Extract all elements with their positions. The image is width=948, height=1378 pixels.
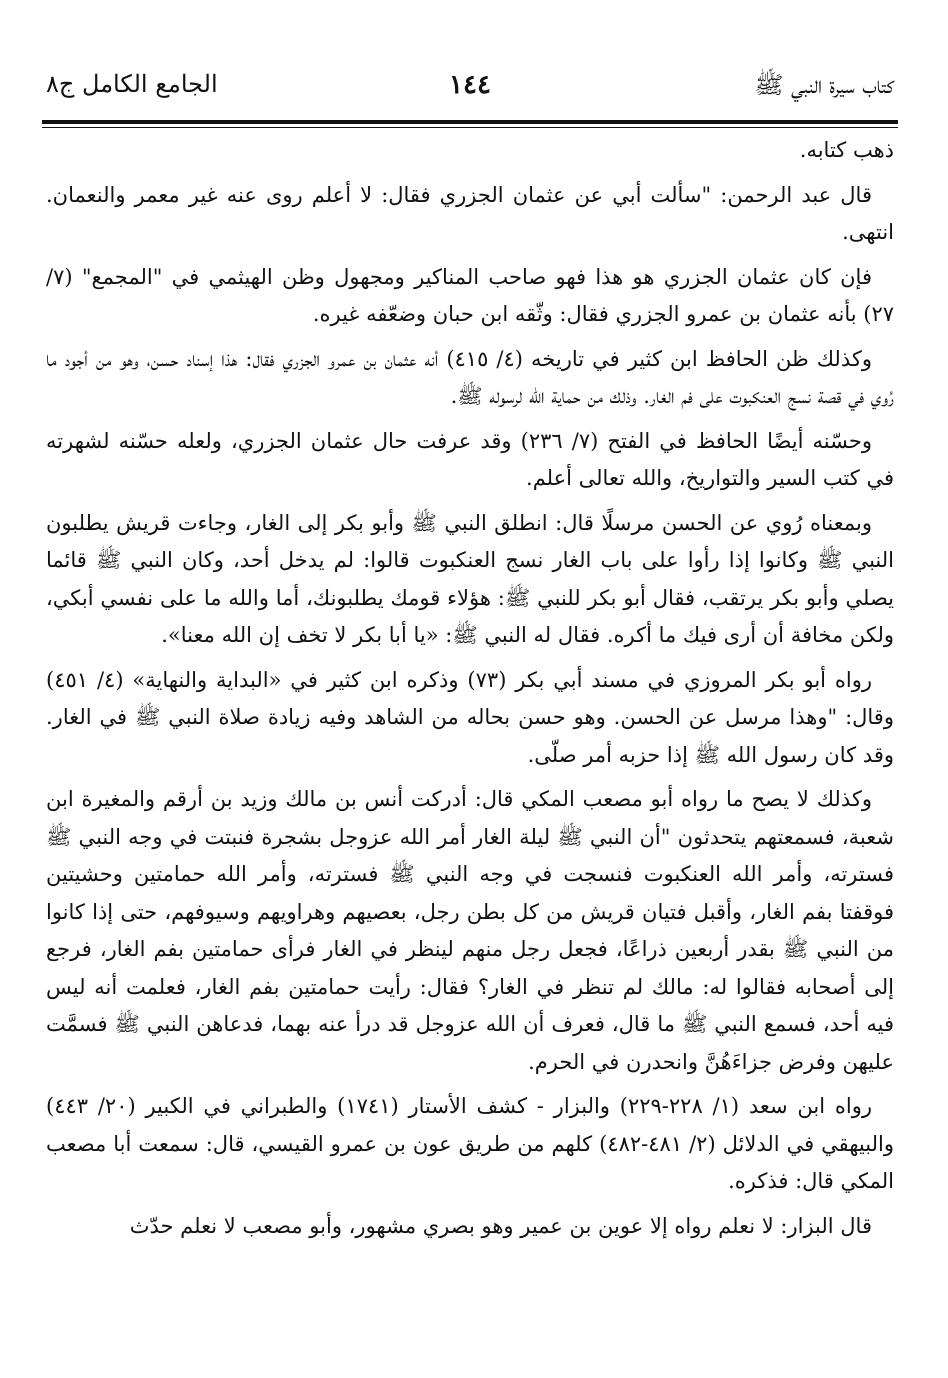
paragraph: وحسّنه أيضًا الحافظ في الفتح (٧/ ٢٣٦) وقد عرفت حال عثمان الجزري، ولعله حسّنه لشهرته في كتب السير والتواريخ، والله تعالى أعلم.	[46, 428, 894, 490]
paragraph: فإن كان عثمان الجزري هو هذا فهو صاحب المناكير ومجهول وظن الهيثمي في "المجمع" (٧/ ٢٧) بأنه عثمان بن عمرو الجزري فقال: وثّقه ابن حبان وضعّفه غيره.	[46, 264, 894, 326]
main-text	[46, 132, 894, 1252]
paragraph: قال عبد الرحمن: "سألت أبي عن عثمان الجزري فقال: لا أعلم روى عنه غير معمر والنعمان. انتهى.	[46, 182, 894, 244]
paragraph: رواه ابن سعد (١/ ٢٢٨-٢٢٩) والبزار - كشف الأستار (١٧٤١) والطبراني في الكبير (٢٠/ ٤٤٣) والبيهقي في الدلائل (٢/ ٤٨١-٤٨٢) كلهم من طريق عون بن عمرو القيسي، قال: سمعت أبا مصعب المكي قال: فذكره.	[46, 1094, 894, 1193]
book-title: كتاب سيرة النبي ﷺ	[754, 71, 894, 99]
paragraph: وبمعناه رُوي عن الحسن مرسلًا قال: انطلق النبي ﷺ وأبو بكر إلى الغار، وجاءت قريش يطلبون النبي ﷺ وكانوا إذا رأوا على باب الغار نسج العنكبوت قالوا: لم يدخل أحد، وكان النبي ﷺ قائما يصلي وأبو بكر يرتقب، فقال أبو بكر للنبي ﷺ: هؤلاء قومك يطلبونك، أما والله ما على نفسي أبكي، ولكن مخافة أن أرى فيك ما أكره. فقال له النبي ﷺ: «يا أبا بكر لا تخف إن الله معنا».	[46, 510, 894, 647]
paragraph: وكذلك ظن الحافظ ابن كثير في تاريخه (٤/ ٤١٥) أنه عثمان بن عمرو الجزري فقال: هذا إسناد حسن، وهو من أجود ما رُوي في قصة نسج العنكبوت على فم الغار. وذلك من حماية الله لرسوله ﷺ.	[46, 346, 894, 408]
header-rule-thin	[42, 127, 898, 128]
page-number: ١٤٤	[449, 70, 491, 100]
paragraph: ذهب كتابه.	[799, 138, 894, 162]
header-rule-thick	[42, 120, 898, 124]
paragraph: قال البزار: لا نعلم رواه إلا عوين بن عمير وهو بصري مشهور، وأبو مصعب لا نعلم حدّث	[129, 1213, 872, 1238]
book-page	[46, 66, 894, 1238]
paragraph: وكذلك لا يصح ما رواه أبو مصعب المكي قال: أدركت أنس بن مالك وزيد بن أرقم والمغيرة ابن شعبة، فسمعتهم يتحدثون "أن النبي ﷺ ليلة الغار أمر الله عزوجل بشجرة فنبتت في وجه النبي ﷺ فسترته، وأمر الله العنكبوت فنسجت في وجه النبي ﷺ فسترته، وأمر الله حمامتين وحشيتين فوقفتا بفم الغار، وأقبل فتيان قريش من كل بطن رجل، بعصيهم وهراويهم وسيوفهم، حتى إذا كانوا من النبي ﷺ بقدر أربعين ذراعًا، فجعل رجل منهم لينظر في الغار فرأى حمامتين بفم الغار، فرجع إلى أصحابه فقالوا له: مالك لم تنظر في الغار؟ فقال: رأيت حمامتين بفم الغار، فعلمت أنه ليس فيه أحد، فسمع النبي ﷺ ما قال، فعرف أن الله عزوجل قد درأ عنه بهما، فدعاهن النبي ﷺ فسمَّت عليهن وفرض جزاءَهُنَّ وانحدرن في الحرم.	[46, 787, 894, 1074]
running-header	[46, 66, 894, 112]
paragraph: رواه أبو بكر المروزي في مسند أبي بكر (٧٣) وذكره ابن كثير في «البداية والنهاية» (٤/ ٤٥١) وقال: "وهذا مرسل عن الحسن. وهو حسن بحاله من الشاهد وفيه زيادة صلاة النبي ﷺ في الغار. وقد كان رسول الله ﷺ إذا حزبه أمر صلّى.	[46, 667, 894, 767]
collection-volume: الجامع الكامل ج٨	[46, 70, 218, 98]
